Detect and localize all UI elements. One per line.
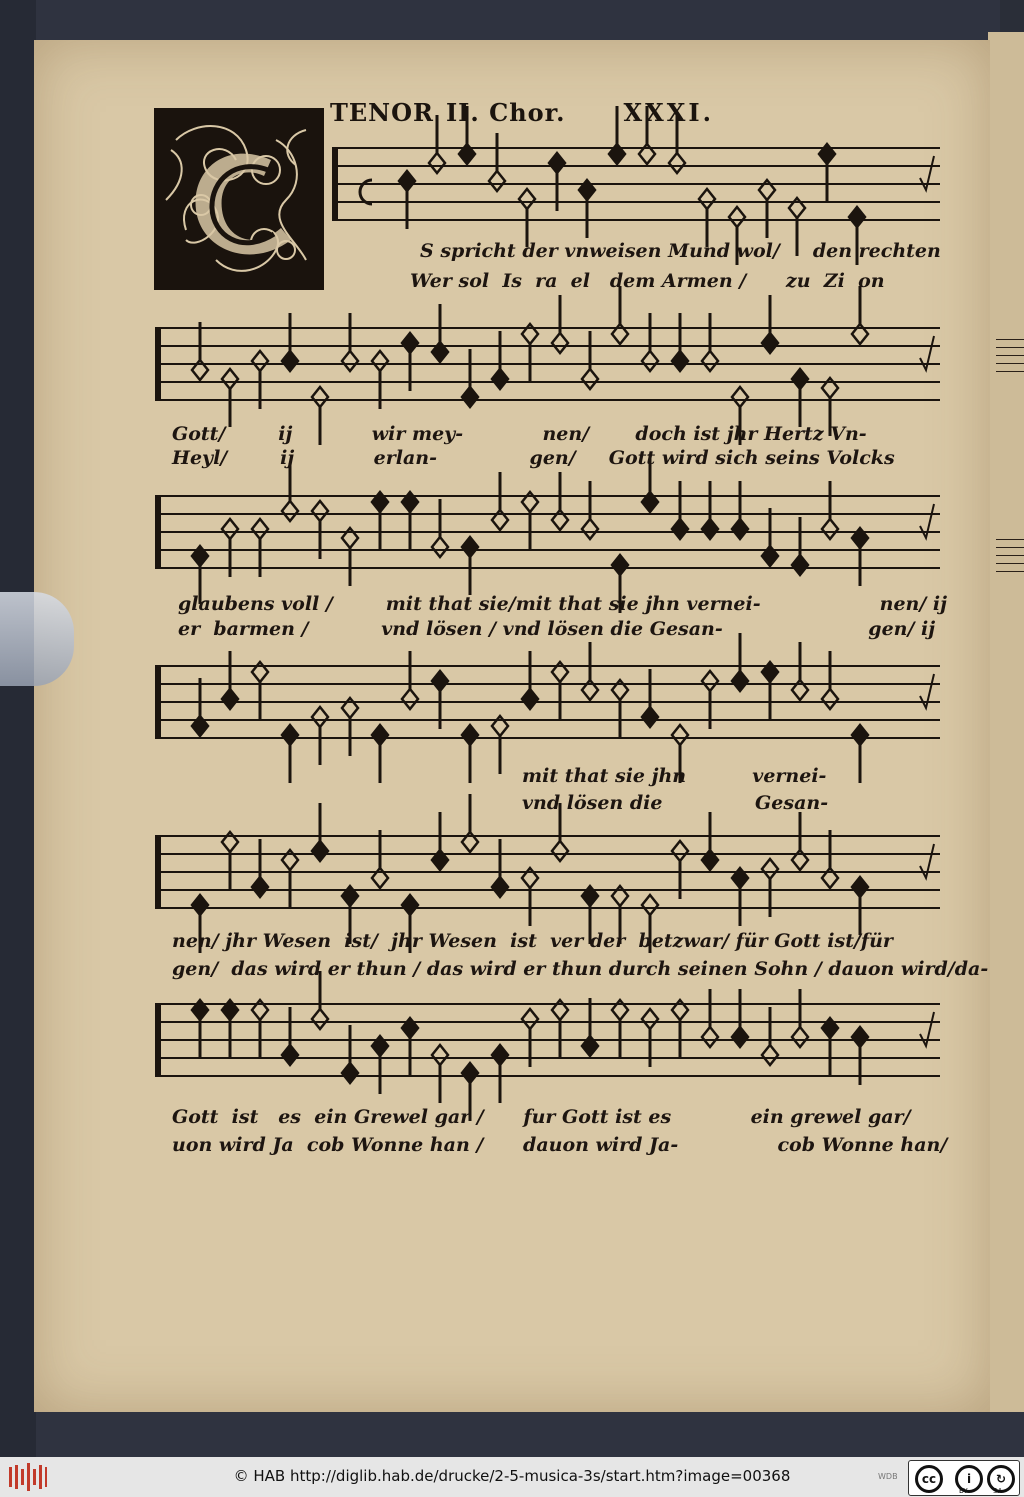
- note-head: [462, 725, 478, 745]
- note-head: [822, 689, 838, 709]
- note-head: [342, 1063, 358, 1083]
- note-head: [792, 1027, 808, 1047]
- note-head: [642, 895, 658, 915]
- note-head: [489, 171, 505, 191]
- note-head: [762, 333, 778, 353]
- lyric-line: Wer sol Is ra el dem Armen / zu Zi on: [410, 270, 885, 292]
- note-head: [432, 1045, 448, 1065]
- note-head: [849, 207, 865, 227]
- note-head: [732, 387, 748, 407]
- note-head: [492, 369, 508, 389]
- note-head: [642, 351, 658, 371]
- note-head: [762, 859, 778, 879]
- digital-library-mark: WDB: [878, 1472, 898, 1481]
- note-head: [552, 333, 568, 353]
- note-head: [312, 387, 328, 407]
- license-by-label: BY: [959, 1487, 968, 1495]
- lyric-line: gen/ das wird er thun / das wird er thun durch seinen Sohn / dauon wird/da-: [172, 958, 989, 980]
- note-head: [372, 351, 388, 371]
- voice-part-label: TENOR: [330, 98, 434, 127]
- note-head: [462, 387, 478, 407]
- note-head: [402, 895, 418, 915]
- note-head: [462, 1063, 478, 1083]
- lyric-line: mit that sie jhn vernei-: [522, 765, 827, 787]
- note-head: [732, 671, 748, 691]
- note-head: [762, 1045, 778, 1065]
- note-head: [642, 1009, 658, 1029]
- note-head: [822, 519, 838, 539]
- note-head: [672, 841, 688, 861]
- note-head: [252, 877, 268, 897]
- note-head: [312, 501, 328, 521]
- note-head: [699, 189, 715, 209]
- note-head: [429, 153, 445, 173]
- folio-number: XXXI.: [623, 98, 714, 127]
- note-head: [222, 519, 238, 539]
- staff-clef-bar: [155, 1004, 161, 1076]
- note-head: [792, 555, 808, 575]
- note-head: [852, 725, 868, 745]
- note-head: [522, 1009, 538, 1029]
- lyric-line: S spricht der vnweisen Mund wol/ den rechten: [420, 240, 941, 262]
- note-head: [372, 725, 388, 745]
- note-head: [792, 369, 808, 389]
- note-head: [402, 689, 418, 709]
- note-head: [672, 351, 688, 371]
- note-head: [612, 555, 628, 575]
- note-head: [669, 153, 685, 173]
- lyric-line: Heyl/ ij erlan- gen/ Gott wird sich seins Volcks: [172, 447, 895, 469]
- choir-label: II. Chor.: [445, 98, 566, 127]
- staff-clef-bar: [155, 328, 161, 400]
- note-head: [732, 519, 748, 539]
- copyright-link[interactable]: © HAB http://diglib.hab.de/drucke/2-5-musica-3s/start.htm?image=00368: [233, 1467, 791, 1485]
- note-head: [519, 189, 535, 209]
- by-icon: i: [955, 1465, 983, 1493]
- note-head: [852, 877, 868, 897]
- license-sa-label: SA: [993, 1487, 1003, 1495]
- note-head: [192, 895, 208, 915]
- note-head: [312, 707, 328, 727]
- note-head: [402, 333, 418, 353]
- creative-commons-badge[interactable]: [908, 1460, 1020, 1496]
- staff-clef-bar: [155, 496, 161, 568]
- note-head: [732, 1027, 748, 1047]
- note-head: [522, 689, 538, 709]
- note-head: [222, 689, 238, 709]
- lyric-line: uon wird Ja cob Wonne han / dauon wird Ja- cob Wonne han/: [172, 1134, 948, 1156]
- note-head: [702, 519, 718, 539]
- lyric-line: er barmen / vnd lösen / vnd lösen die Gesan- gen/ ij: [178, 618, 936, 640]
- note-head: [282, 1045, 298, 1065]
- staff-clef-bar: [332, 148, 338, 220]
- lyric-line: glaubens voll / mit that sie/mit that sie jhn vernei- nen/ ij: [178, 593, 948, 615]
- note-head: [702, 1027, 718, 1047]
- note-head: [702, 671, 718, 691]
- note-head: [282, 725, 298, 745]
- share-alike-icon: ↻: [987, 1465, 1015, 1493]
- note-head: [462, 537, 478, 557]
- note-head: [342, 351, 358, 371]
- footer-bar: [0, 1457, 1024, 1497]
- note-head: [252, 351, 268, 371]
- note-head: [282, 501, 298, 521]
- note-head: [729, 207, 745, 227]
- note-head: [399, 171, 415, 191]
- note-head: [492, 877, 508, 897]
- note-head: [582, 369, 598, 389]
- note-head: [672, 725, 688, 745]
- note-head: [672, 519, 688, 539]
- note-head: [222, 369, 238, 389]
- note-head: [852, 1027, 868, 1047]
- note-head: [252, 519, 268, 539]
- note-head: [432, 537, 448, 557]
- staff-clef-bar: [155, 666, 161, 738]
- note-head: [549, 153, 565, 173]
- note-head: [552, 841, 568, 861]
- lyric-line: nen/ jhr Wesen ist/ jhr Wesen ist ver der betzwar/ für Gott ist/für: [172, 930, 893, 952]
- note-head: [642, 707, 658, 727]
- note-head: [312, 841, 328, 861]
- note-head: [312, 1009, 328, 1029]
- note-head: [492, 1045, 508, 1065]
- lyric-line: Gott ist es ein Grewel gar / fur Gott ist es ein grewel gar/: [172, 1106, 911, 1128]
- cc-icon: cc: [915, 1465, 943, 1493]
- note-head: [702, 351, 718, 371]
- lyric-line: Gott/ ij wir mey- nen/ doch ist jhr Hertz Vn-: [172, 423, 867, 445]
- staff-clef-bar: [155, 836, 161, 908]
- note-head: [432, 671, 448, 691]
- note-head: [582, 519, 598, 539]
- lyric-line: vnd lösen die Gesan-: [522, 792, 829, 814]
- note-head: [282, 351, 298, 371]
